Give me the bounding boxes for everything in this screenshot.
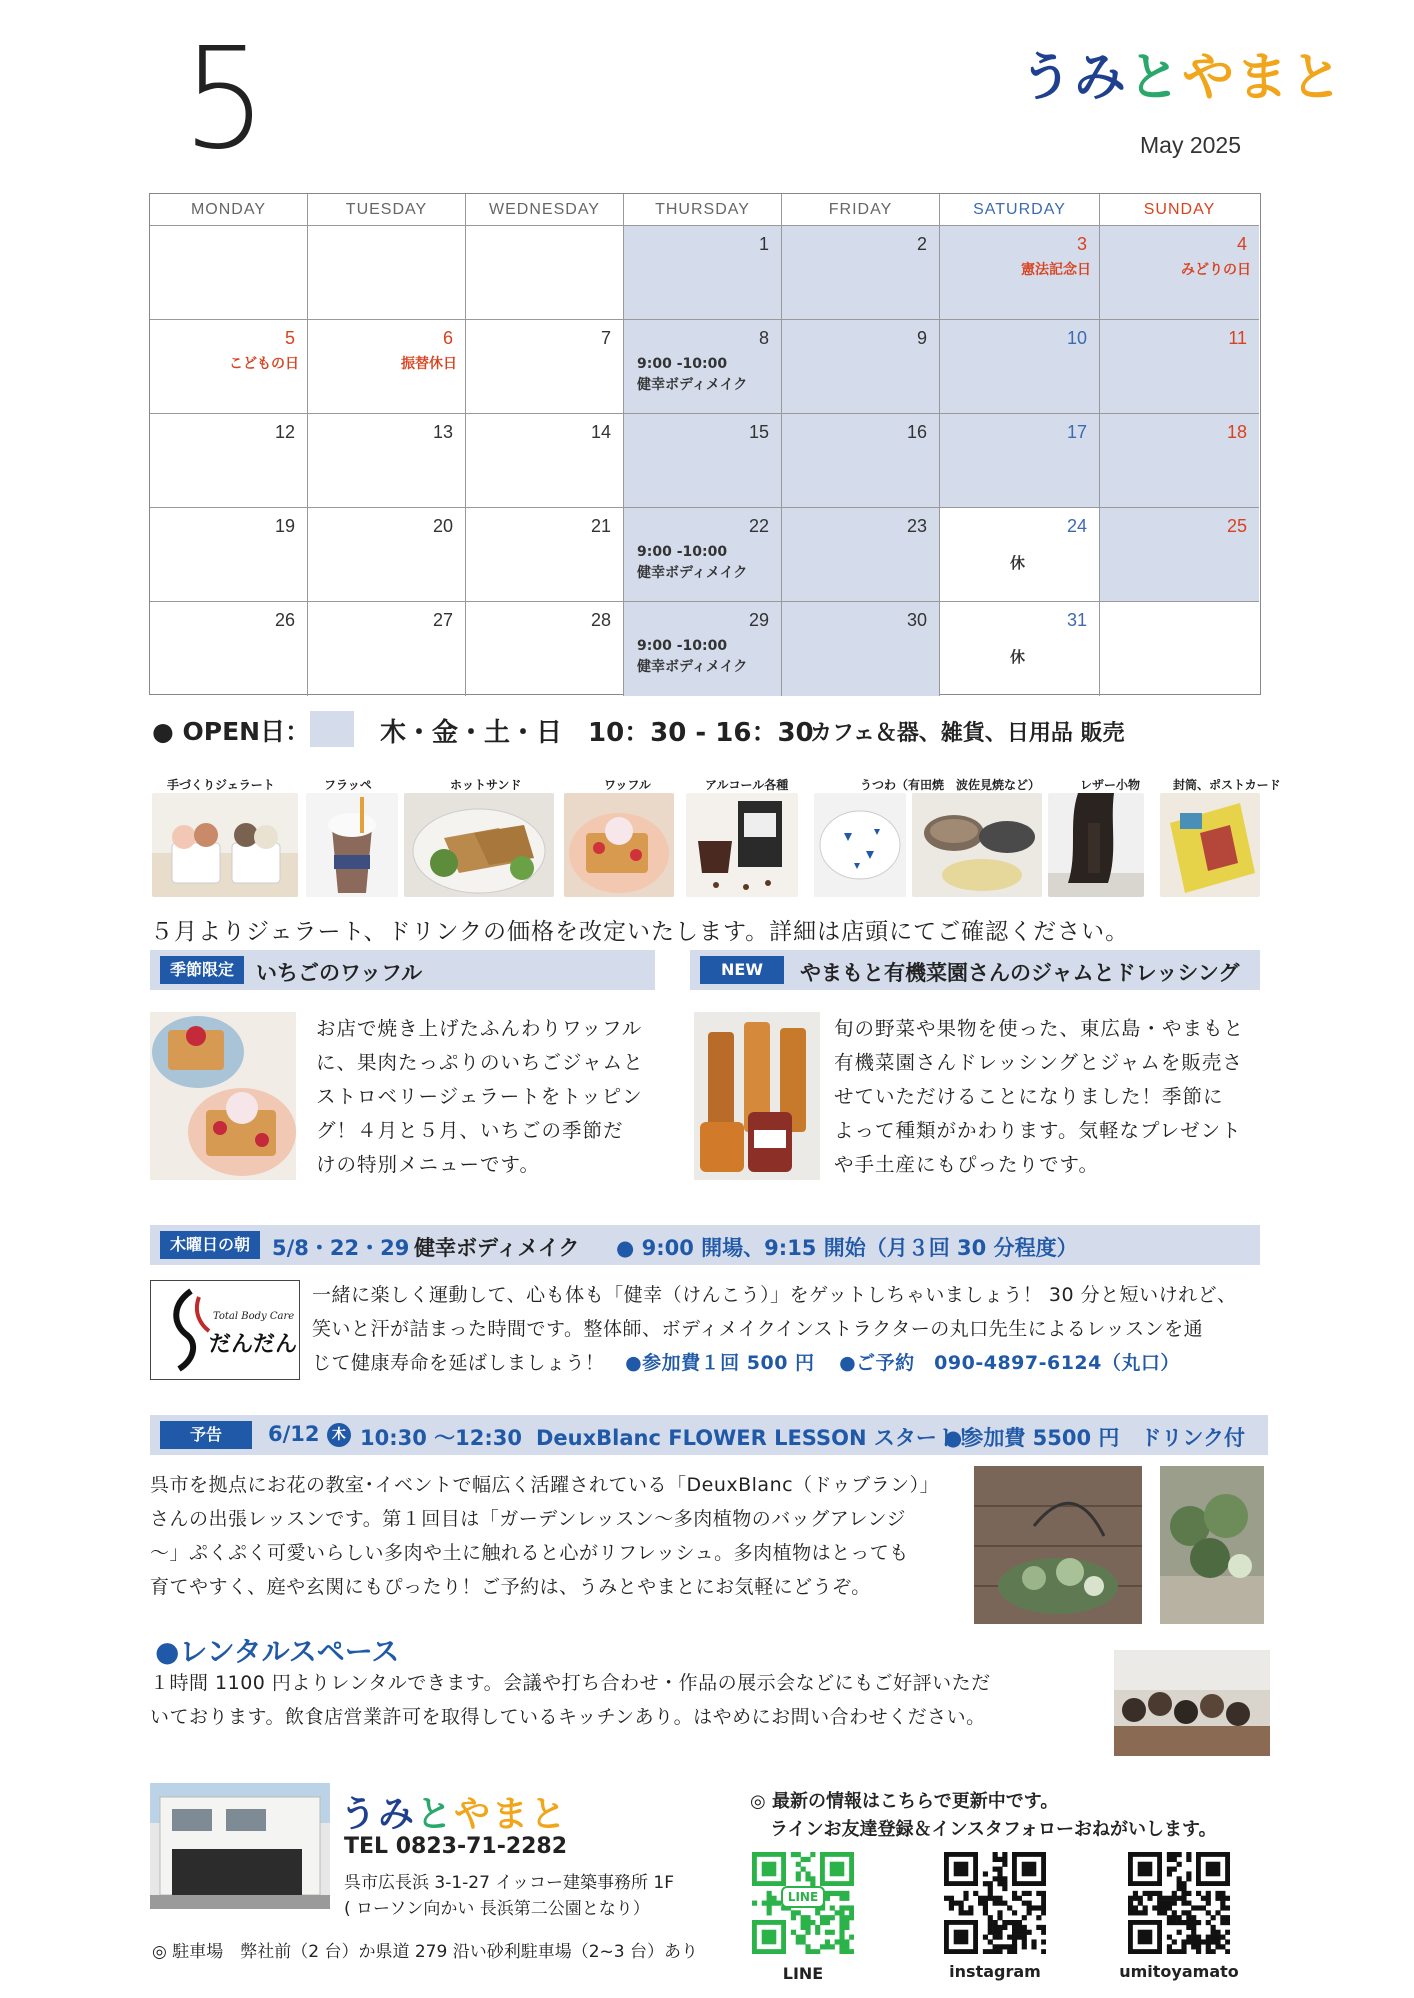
preview-tag: 予告 [160, 1421, 252, 1449]
gelato-illustration [152, 793, 298, 897]
day-number: 23 [906, 516, 927, 536]
leather-illustration [1048, 793, 1144, 897]
day-number: 20 [432, 516, 453, 536]
event-time: 9:00 -10:00 [637, 356, 728, 372]
jam-line: 有機菜園さんドレッシングとジャムを販売さ [834, 1051, 1243, 1074]
day-number: 17 [1066, 422, 1087, 442]
product-label-tableware: うつわ（有田焼 波佐見焼など） [860, 778, 1041, 792]
calendar-day-cell [150, 602, 308, 696]
footer-brand-logo [340, 1786, 568, 1837]
flower-time: 10:30 ～12:30 [360, 1426, 523, 1450]
product-label-leather: レザー小物 [1080, 778, 1141, 792]
day-number: 11 [1228, 328, 1247, 348]
day-number: 28 [590, 610, 611, 630]
address-line-2: ( ローソン向かい 長浜第二公園となり） [344, 1899, 650, 1919]
hotsand-photo [404, 793, 554, 897]
flower-date-text: 6/12 [268, 1422, 320, 1446]
bodymake-line: 一緒に楽しく運動して、心も体も「健幸（けんこう）」をゲットしちゃいましょう！ 30 分と短いけれど、 [312, 1284, 1237, 1306]
calendar-day-cell [308, 226, 466, 320]
calendar-day-cell [940, 226, 1100, 320]
jam-line: や手土産にもぴったりです。 [834, 1153, 1099, 1176]
calendar-day-cell [782, 602, 940, 696]
latest-line-1: ◎ 最新の情報はこちらで更新中です。 [750, 1791, 1059, 1812]
brand-logo [1020, 48, 1345, 108]
waffle-illustration [150, 1012, 296, 1180]
price-notice: ５月よりジェラート、ドリンクの価格を改定いたします。詳細は店頭にてご確認ください。 [150, 919, 1130, 945]
bodymake-time: ● 9:00 開場、9:15 開始（月３回 30 分程度） [616, 1236, 1078, 1260]
rental-description [150, 1666, 991, 1734]
day-number: 25 [1226, 516, 1247, 536]
calendar-day-cell [466, 602, 624, 696]
postcard-illustration [1160, 793, 1260, 897]
waffle-line: お店で焼き上げたふんわりワッフル [316, 1017, 643, 1040]
closed-mark: 休 [1010, 648, 1026, 666]
flower-description [150, 1468, 939, 1604]
day-number: 7 [600, 328, 611, 348]
flower-illustration-2 [1160, 1466, 1264, 1624]
parking-info: ◎ 駐車場 弊社前（2 台）か県道 279 沿い砂利駐車場（2~3 台）あり [152, 1942, 698, 1962]
calendar-day-cell [624, 414, 782, 508]
calendar-day-cell [1100, 508, 1259, 602]
jam-illustration [694, 1012, 820, 1180]
month-number: 5 [182, 18, 267, 181]
day-number: 4 [1236, 234, 1247, 254]
weekday-header: TUESDAY [308, 194, 466, 226]
dandan-logo [150, 1280, 300, 1380]
day-number: 9 [916, 328, 927, 348]
calendar-day-cell [150, 226, 308, 320]
waffle-line: グ！４月と５月、いちごの季節だ [316, 1119, 624, 1142]
line-logo-icon: LINE [781, 1886, 825, 1908]
weekday-header: WEDNESDAY [466, 194, 624, 226]
calendar-day-cell [624, 602, 782, 696]
day-number: 8 [758, 328, 769, 348]
day-number: 22 [748, 516, 769, 536]
flower-line: 育てやすく、庭や玄関にもぴったり！ご予約は、うみとやまとにお気軽にどうぞ。 [150, 1576, 871, 1598]
bodymake-dates: 5/8・22・29 [272, 1236, 410, 1260]
day-number: 19 [274, 516, 295, 536]
bodymake-description [312, 1278, 1237, 1380]
calendar-day-cell [1100, 602, 1259, 696]
day-number: 26 [274, 610, 295, 630]
hotsand-illustration [404, 793, 554, 897]
day-number: 1 [758, 234, 769, 254]
new-tag: NEW [700, 956, 784, 984]
frappe-illustration [306, 793, 398, 897]
postcard-photo [1160, 793, 1260, 897]
event-name: 健幸ボディメイク [637, 659, 748, 675]
calendar-grid [149, 193, 1261, 695]
waffle-line: ストロベリージェラートをトッピン [316, 1085, 643, 1108]
day-number: 15 [748, 422, 769, 442]
rental-photo [1114, 1650, 1270, 1756]
jam-description [834, 1012, 1244, 1182]
address-line-1: 呉市広長浜 3-1-27 イッコー建築事務所 1F [344, 1873, 674, 1893]
rental-line: １時間 1100 円よりレンタルできます。会議や打ち合わせ・作品の展示会などにもご好評いただ [150, 1672, 991, 1694]
latest-info [750, 1788, 1217, 1844]
event-time: 9:00 -10:00 [637, 638, 728, 654]
calendar-event [637, 636, 747, 678]
alcohol-illustration [686, 793, 798, 897]
bodymake-reserve: ●ご予約 090-4897-6124（丸口） [839, 1352, 1180, 1374]
flower-line: 呉市を拠点にお花の教室･イベントで幅広く活躍されている「DeuxBlanc（ドゥブラン）」 [150, 1474, 940, 1496]
month-year: May 2025 [1140, 132, 1242, 158]
calendar-day-cell [624, 320, 782, 414]
day-number: 16 [906, 422, 927, 442]
waffle-product-illustration [564, 793, 674, 897]
calendar-day-cell [466, 320, 624, 414]
day-number: 2 [916, 234, 927, 254]
jam-line: せていただけることになりました！季節に [834, 1085, 1224, 1108]
calendar-day-cell [940, 508, 1100, 602]
calendar-day-cell [624, 508, 782, 602]
open-items: カフェ＆器、雑貨、日用品 販売 [810, 721, 1125, 746]
calendar-day-cell [466, 414, 624, 508]
open-days: 木・金・土・日 [380, 718, 563, 748]
holiday-name: 振替休日 [401, 356, 457, 372]
product-label-gelato: 手づくりジェラート [167, 778, 275, 792]
calendar-event [637, 542, 747, 584]
bodymake-fee: ●参加費１回 500 円 [625, 1352, 815, 1374]
jam-line: 旬の野菜や果物を使った、東広島・やまもと [834, 1017, 1245, 1040]
flower-illustration-1 [974, 1466, 1142, 1624]
calendar-day-cell [782, 226, 940, 320]
holiday-name: こどもの日 [229, 356, 299, 372]
gelato-photo [152, 793, 298, 897]
flower-fee: ●参加費 5500 円 ドリンク付 [944, 1426, 1245, 1450]
jam-photo [694, 1012, 820, 1180]
telephone[interactable]: TEL 0823-71-2282 [344, 1834, 568, 1859]
event-name: 健幸ボディメイク [637, 377, 748, 393]
day-number: 3 [1076, 234, 1087, 254]
calendar-day-cell [466, 508, 624, 602]
product-label-alcohol: アルコール各種 [705, 778, 789, 792]
footer-brand-umi: うみ [340, 1794, 417, 1835]
instagram-qr-code[interactable] [944, 1852, 1046, 1954]
waffle-description [316, 1012, 644, 1182]
calendar-day-cell [940, 320, 1100, 414]
calendar-day-cell [1100, 414, 1259, 508]
weekday-header: THURSDAY [624, 194, 782, 226]
holiday-name: みどりの日 [1181, 262, 1251, 278]
tableware-illustration-1 [814, 793, 906, 897]
day-number: 13 [432, 422, 453, 442]
day-number: 18 [1226, 422, 1247, 442]
footer-brand-yamato: やまと [454, 1794, 569, 1835]
day-number: 5 [284, 328, 295, 348]
flower-photo-1 [974, 1466, 1142, 1624]
flower-line: ～」ぷくぷく可愛いらしい多肉や土に触れると心がリフレッシュ。多肉植物はとっても [150, 1542, 909, 1564]
weekday-header: FRIDAY [782, 194, 940, 226]
calendar-day-cell [308, 320, 466, 414]
calendar-day-cell [624, 226, 782, 320]
flower-line: さんの出張レッスンです。第１回目は「ガーデンレッスン～多肉植物のバッグアレンジ [150, 1508, 907, 1530]
qr-label-instagram: instagram [949, 1962, 1041, 1981]
calendar-day-cell [150, 414, 308, 508]
seasonal-tag: 季節限定 [160, 956, 244, 984]
day-number: 21 [590, 516, 611, 536]
brand-part-umi: うみ [1020, 48, 1129, 108]
calendar-day-cell [308, 414, 466, 508]
dandan-logo-text: だんだん [209, 1332, 298, 1357]
holiday-name: 憲法記念日 [1021, 262, 1091, 278]
day-number: 12 [274, 422, 295, 442]
thursday-morning-tag: 木曜日の朝 [160, 1231, 260, 1259]
leather-photo [1048, 793, 1144, 897]
day-number: 10 [1066, 328, 1087, 348]
day-number: 6 [442, 328, 453, 348]
bodymake-title: 健幸ボディメイク [414, 1236, 580, 1260]
waffle-photo [150, 1012, 296, 1180]
calendar-day-cell [940, 414, 1100, 508]
day-number: 29 [748, 610, 769, 630]
tableware-photo-2 [912, 793, 1042, 897]
open-day-legend-swatch [310, 711, 354, 747]
alcohol-photo [686, 793, 798, 897]
open-hours: 10：30 - 16：30 [588, 718, 814, 748]
calendar-day-cell [308, 602, 466, 696]
jam-title: やまもと有機菜園さんのジャムとドレッシング [800, 961, 1240, 985]
product-label-hotsand: ホットサンド [450, 778, 522, 792]
qr-label-account: umitoyamato [1119, 1962, 1239, 1981]
event-time: 9:00 -10:00 [637, 544, 728, 560]
flower-title: DeuxBlanc FLOWER LESSON スタート！ [536, 1426, 979, 1450]
qr-label-line: LINE [782, 1964, 824, 1983]
tableware-photo-1 [814, 793, 906, 897]
shop-building-illustration [150, 1783, 330, 1909]
latest-line-2: ラインお友達登録＆インスタフォローおねがいします。 [770, 1819, 1217, 1840]
waffle-line: に、果肉たっぷりのいちごジャムと [316, 1051, 644, 1074]
product-label-frappe: フラッペ [324, 778, 372, 792]
waffle-title: いちごのワッフル [256, 961, 423, 985]
account-qr-code[interactable] [1128, 1852, 1230, 1954]
calendar-day-cell [1100, 226, 1259, 320]
calendar-day-cell [150, 320, 308, 414]
product-label-cards: 封筒、ポストカード [1173, 778, 1281, 792]
calendar-day-cell [782, 414, 940, 508]
dandan-logo-script: Total Body Care [213, 1311, 295, 1322]
calendar-day-cell [150, 508, 308, 602]
brand-part-yamato: やまと [1182, 48, 1345, 108]
product-label-waffle: ワッフル [604, 778, 651, 792]
flower-date [268, 1422, 351, 1447]
day-number: 31 [1066, 610, 1087, 630]
calendar-day-cell [782, 508, 940, 602]
qr-pattern [944, 1852, 1046, 1954]
rental-title: ●レンタルスペース [155, 1635, 400, 1668]
waffle-line: けの特別メニューです。 [316, 1153, 540, 1176]
day-number: 27 [432, 610, 453, 630]
waffle-product-photo [564, 793, 674, 897]
shop-photo [150, 1783, 330, 1909]
calendar-day-cell [1100, 320, 1259, 414]
jam-line: よって種類がかわります。気軽なプレゼント [834, 1119, 1242, 1142]
brand-part-to: と [1128, 48, 1183, 108]
weekday-header: SATURDAY [940, 194, 1100, 226]
frappe-photo [306, 793, 398, 897]
bodymake-line [312, 1346, 1237, 1380]
flower-photo-2 [1160, 1466, 1264, 1624]
bodymake-line-text: じて健康寿命を延ばしましょう！ [312, 1352, 605, 1374]
tableware-illustration-2 [912, 793, 1042, 897]
qr-pattern [1128, 1852, 1230, 1954]
event-name: 健幸ボディメイク [637, 565, 748, 581]
calendar-day-cell [466, 226, 624, 320]
open-day-label: ● OPEN日： [152, 717, 311, 746]
day-number: 14 [590, 422, 611, 442]
weekday-header: SUNDAY [1100, 194, 1259, 226]
closed-mark: 休 [1010, 554, 1026, 572]
weekday-header: MONDAY [150, 194, 308, 226]
calendar-day-cell [308, 508, 466, 602]
thursday-badge: 木 [327, 1423, 351, 1447]
calendar-day-cell [940, 602, 1100, 696]
footer-brand-to: と [416, 1794, 455, 1835]
bodymake-line: 笑いと汗が詰まった時間です。整体師、ボディメイクインストラクターの丸口先生によるレッスンを通 [312, 1318, 1204, 1340]
calendar-event [637, 354, 747, 396]
rental-illustration [1114, 1650, 1270, 1756]
calendar-day-cell [782, 320, 940, 414]
day-number: 30 [906, 610, 927, 630]
address [344, 1870, 674, 1922]
day-number: 24 [1066, 516, 1087, 536]
rental-line: いております。飲食店営業許可を取得しているキッチンあり。はやめにお問い合わせください。 [150, 1706, 986, 1728]
